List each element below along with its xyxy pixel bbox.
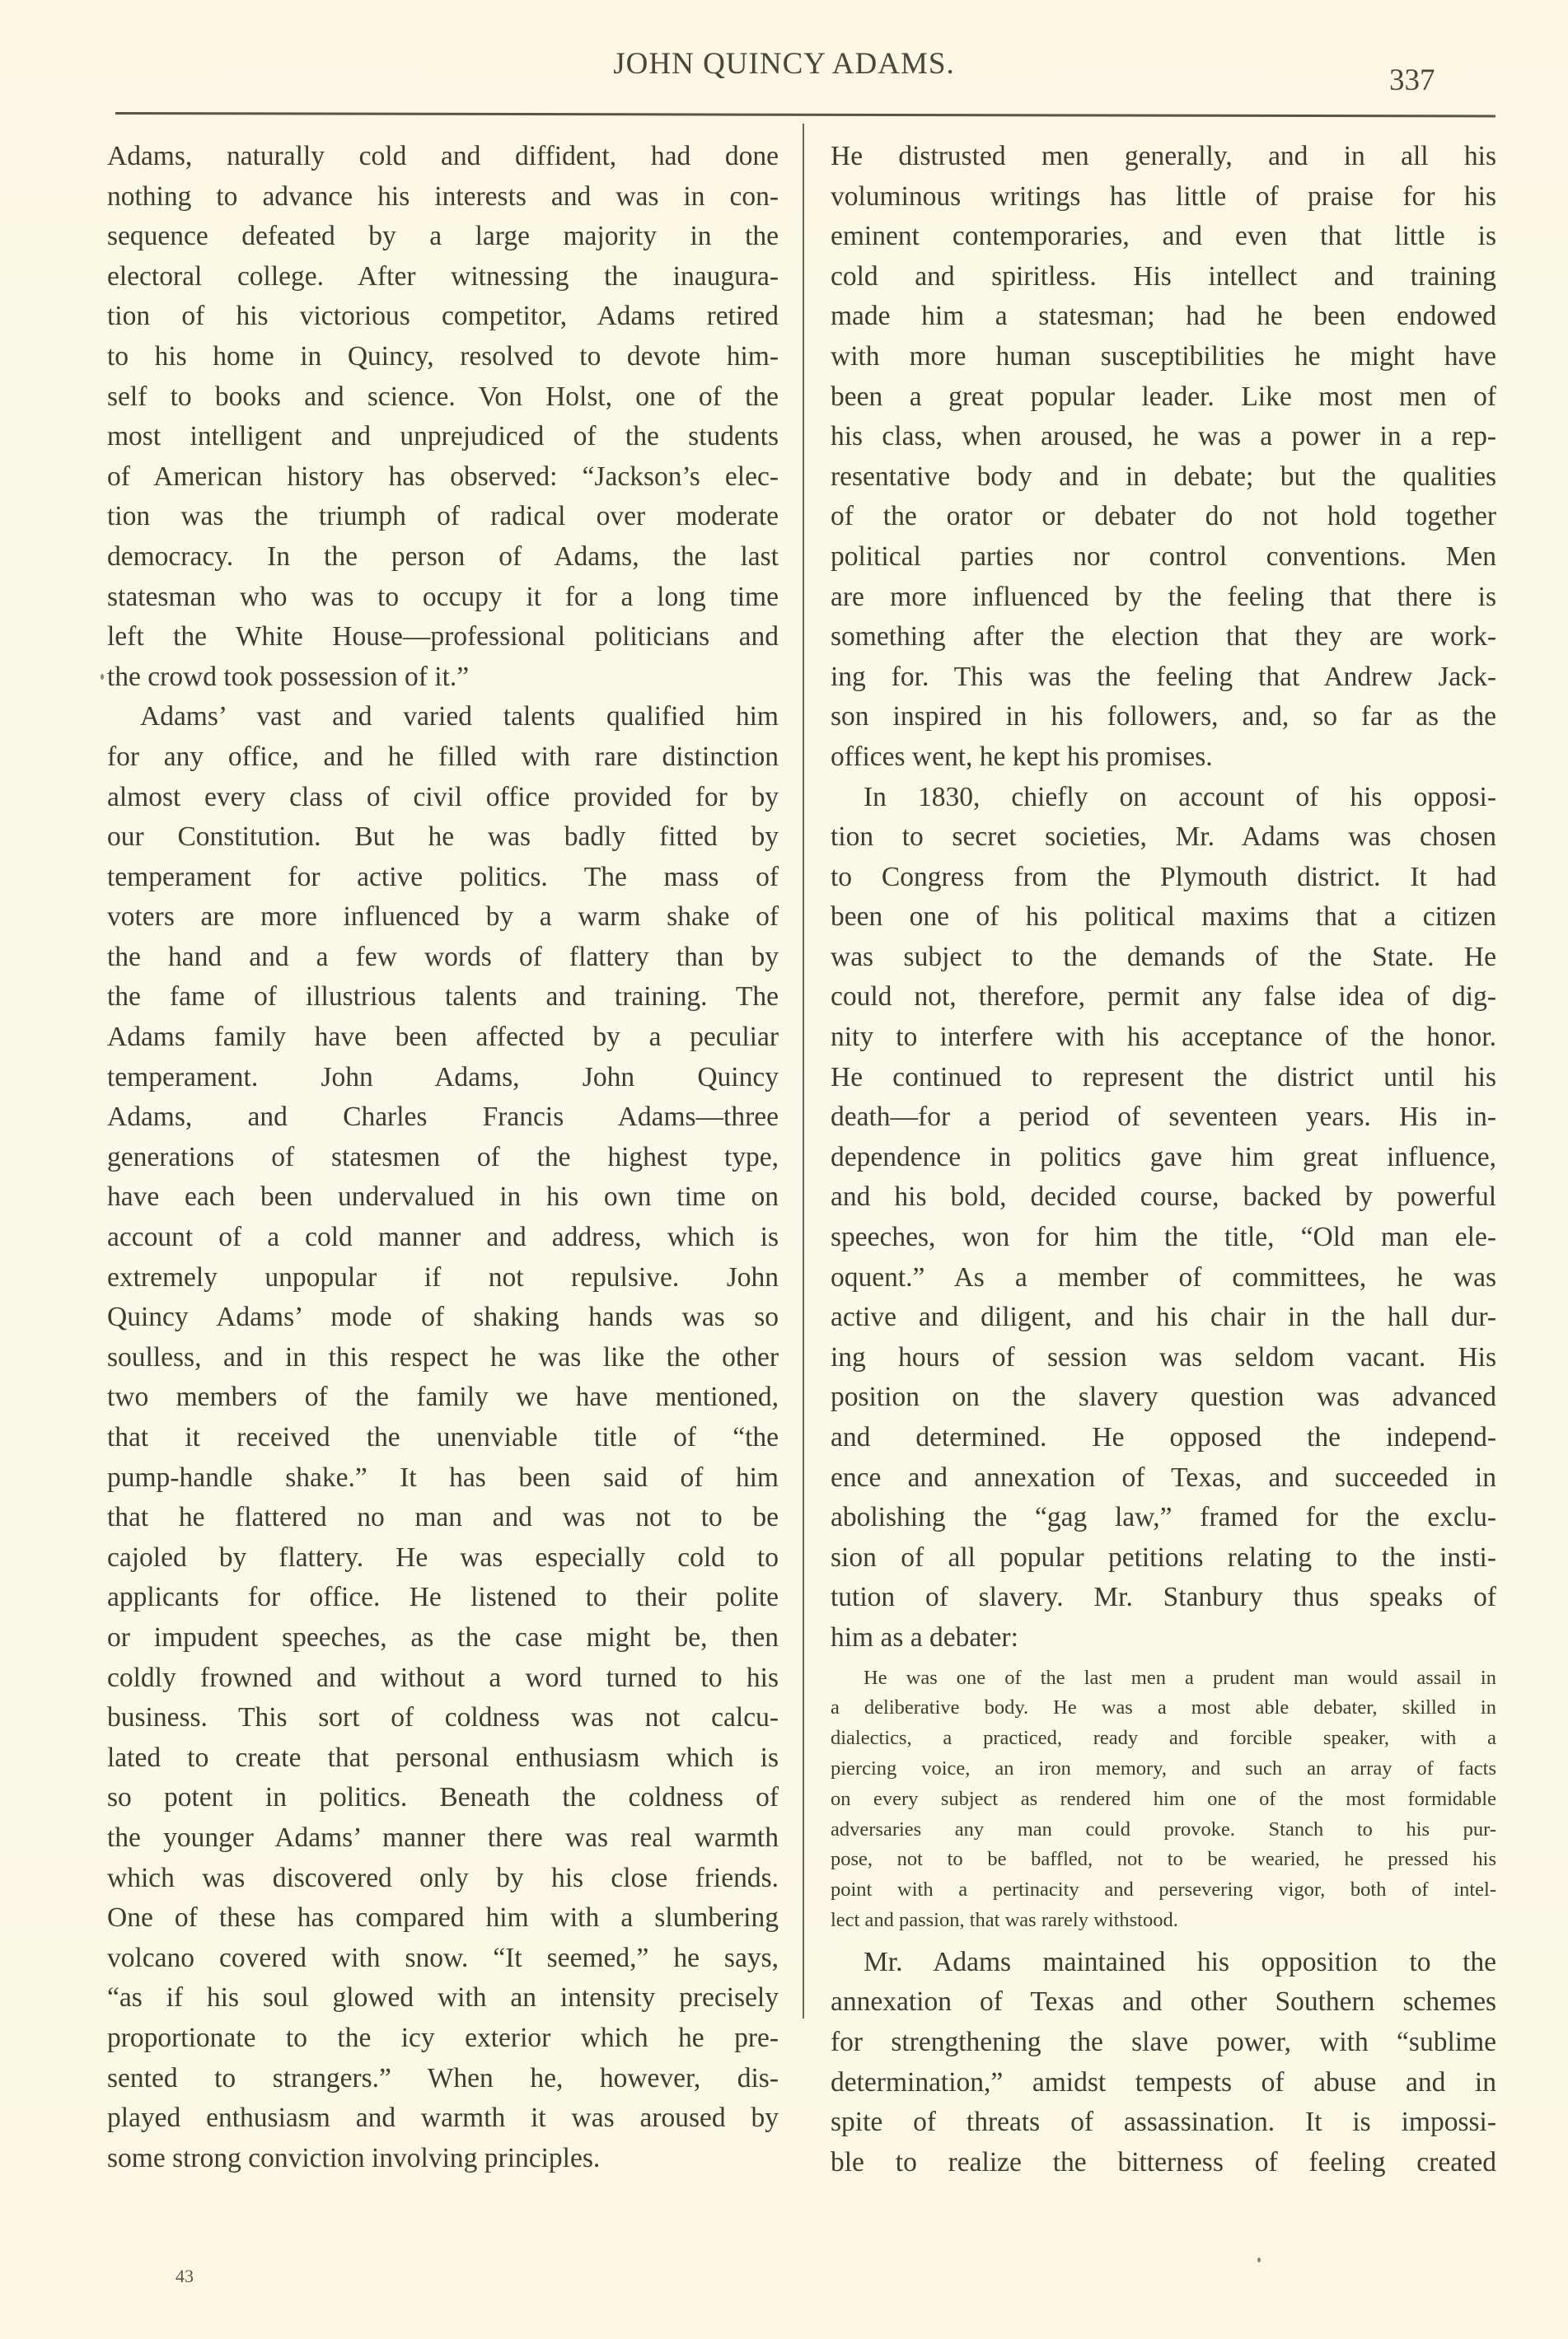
text-line: temperament. John Adams, John Quincy bbox=[107, 1061, 779, 1092]
text-line: annexation of Texas and other Southern schemes bbox=[831, 1986, 1496, 2018]
text-line: ence and annexation of Texas, and succeeded in bbox=[831, 1462, 1496, 1493]
text-line: sion of all popular petitions relating to the insti- bbox=[831, 1541, 1496, 1573]
right-column bbox=[831, 137, 1496, 2182]
text-line: One of these has compared him with a slumbering bbox=[107, 1902, 779, 1934]
text-line: tion was the triumph of radical over moderate bbox=[107, 501, 779, 532]
quote-line: point with a pertinacity and persevering vigor, both of intel- bbox=[831, 1878, 1496, 1902]
signature-mark: 43 bbox=[176, 2266, 194, 2286]
text-line: that it received the unenviable title of “the bbox=[107, 1422, 779, 1453]
text-line: Adams, naturally cold and diffident, had done bbox=[107, 141, 779, 171]
text-line: our Constitution. But he was badly fitted by bbox=[107, 821, 779, 853]
text-line: so potent in politics. Beneath the coldness of bbox=[107, 1782, 779, 1813]
quote-line: adversaries any man could provoke. Stanch to his pur- bbox=[831, 1817, 1496, 1841]
text-line: of American history has observed: “Jackson’s elec- bbox=[107, 461, 779, 492]
text-line: active and diligent, and his chair in the hall dur- bbox=[831, 1302, 1496, 1333]
text-line: son inspired in his followers, and, so far as the bbox=[831, 701, 1496, 732]
text-line: played enthusiasm and warmth it was aroused by bbox=[107, 2103, 779, 2134]
text-line: death—for a period of seventeen years. His in- bbox=[831, 1102, 1496, 1133]
quote-line: piercing voice, an iron memory, and such an array of facts bbox=[831, 1757, 1496, 1780]
text-line: proportionate to the icy exterior which he pre- bbox=[107, 2022, 779, 2053]
text-line: his class, when aroused, he was a power in a rep- bbox=[831, 421, 1496, 452]
text-line: tion to secret societies, Mr. Adams was chosen bbox=[831, 821, 1496, 853]
text-line: position on the slavery question was advanced bbox=[831, 1382, 1496, 1413]
right-column-body bbox=[831, 137, 1496, 1658]
text-line: He continued to represent the district until his bbox=[831, 1061, 1496, 1092]
block-quote-stanbury bbox=[831, 1663, 1496, 1936]
text-line: for strengthening the slave power, with “sublime bbox=[831, 2026, 1496, 2057]
text-line: to his home in Quincy, resolved to devote him- bbox=[107, 340, 779, 372]
text-line: something after the election that they are work- bbox=[831, 621, 1496, 653]
text-line: sented to strangers.” When he, however, dis- bbox=[107, 2062, 779, 2093]
text-line: him as a debater: bbox=[831, 1621, 1018, 1653]
text-line: most intelligent and unprejudiced of the students bbox=[107, 421, 779, 452]
text-line: the hand and a few words of flattery than by bbox=[107, 941, 779, 972]
text-line: the crowd took possession of it.” bbox=[107, 661, 470, 692]
text-line: pump-handle shake.” It has been said of him bbox=[107, 1462, 779, 1493]
text-line: self to books and science. Von Holst, one of the bbox=[107, 381, 779, 412]
text-line: coldly frowned and without a word turned to his bbox=[107, 1662, 779, 1693]
text-line: with more human susceptibilities he might have bbox=[831, 340, 1496, 372]
text-line: made him a statesman; had he been endowed bbox=[831, 301, 1496, 332]
quote-line: He was one of the last men a prudent man would assail in bbox=[864, 1666, 1496, 1689]
text-line: and his bold, decided course, backed by powerful bbox=[831, 1181, 1496, 1213]
text-line: been one of his political maxims that a citizen bbox=[831, 901, 1496, 933]
text-line: sequence defeated by a large majority in the bbox=[107, 221, 779, 252]
text-line: statesman who was to occupy it for a long time bbox=[107, 581, 779, 612]
text-line: could not, therefore, permit any false idea of dig- bbox=[831, 981, 1496, 1013]
text-line: oquent.” As a member of committees, he was bbox=[831, 1261, 1496, 1293]
text-line: which was discovered only by his close friends. bbox=[107, 1862, 779, 1893]
text-line: some strong conviction involving principles. bbox=[107, 2142, 601, 2173]
text-line: business. This sort of coldness was not calcu- bbox=[107, 1702, 779, 1733]
text-line: for any office, and he filled with rare distinction bbox=[107, 741, 779, 772]
quote-line: a deliberative body. He was a most able debater, skilled in bbox=[831, 1696, 1496, 1719]
text-line: almost every class of civil office provided for by bbox=[107, 781, 779, 812]
text-line: He distrusted men generally, and in all his bbox=[831, 141, 1496, 171]
text-line: was subject to the demands of the State. He bbox=[831, 941, 1496, 972]
text-line: electoral college. After witnessing the inaugura- bbox=[107, 260, 779, 292]
running-head-title: JOHN QUINCY ADAMS. bbox=[613, 47, 955, 81]
text-line: “as if his soul glowed with an intensity precisely bbox=[107, 1982, 779, 2014]
paper-speck bbox=[1257, 2257, 1261, 2262]
text-line: resentative body and in debate; but the qualities bbox=[831, 461, 1496, 492]
text-line: or impudent speeches, as the case might be, then bbox=[107, 1621, 779, 1653]
text-line: lated to create that personal enthusiasm which is bbox=[107, 1742, 779, 1773]
text-line: to Congress from the Plymouth district. It had bbox=[831, 861, 1496, 892]
quote-line: pose, not to be baffled, not to be wearied, he pressed his bbox=[831, 1848, 1496, 1871]
text-line: ble to realize the bitterness of feeling created bbox=[831, 2146, 1496, 2178]
text-line: and determined. He opposed the independ- bbox=[831, 1422, 1496, 1453]
left-column bbox=[107, 137, 779, 2178]
text-line: temperament for active politics. The mass of bbox=[107, 861, 779, 892]
text-line: generations of statesmen of the highest type, bbox=[107, 1141, 779, 1172]
paper-speck bbox=[101, 674, 104, 680]
text-line: Adams family have been affected by a peculiar bbox=[107, 1022, 779, 1053]
text-line: ing hours of session was seldom vacant. His bbox=[831, 1341, 1496, 1373]
text-line: eminent contemporaries, and even that little is bbox=[831, 221, 1496, 252]
page-number: 337 bbox=[1389, 63, 1435, 97]
text-line: left the White House—professional politicians and bbox=[107, 621, 779, 653]
text-line: the younger Adams’ manner there was real warmth bbox=[107, 1822, 779, 1853]
header-rule bbox=[115, 112, 1495, 118]
text-line: soulless, and in this respect he was like the other bbox=[107, 1341, 779, 1373]
text-line: democracy. In the person of Adams, the last bbox=[107, 540, 779, 572]
text-line: determination,” amidst tempests of abuse and in bbox=[831, 2066, 1496, 2098]
text-line: the fame of illustrious talents and training. The bbox=[107, 981, 779, 1013]
text-line: In 1830, chiefly on account of his opposi- bbox=[864, 781, 1496, 812]
text-line: of the orator or debater do not hold together bbox=[831, 501, 1496, 532]
text-line: voters are more influenced by a warm shake of bbox=[107, 901, 779, 933]
text-line: are more influenced by the feeling that there is bbox=[831, 581, 1496, 612]
column-divider bbox=[803, 124, 804, 2019]
text-line: Adams’ vast and varied talents qualified him bbox=[140, 701, 779, 732]
text-line: speeches, won for him the title, “Old man ele- bbox=[831, 1222, 1496, 1253]
text-line: cold and spiritless. His intellect and training bbox=[831, 260, 1496, 292]
text-line: applicants for office. He listened to their polite bbox=[107, 1582, 779, 1613]
quote-line: lect and passion, that was rarely withstood. bbox=[831, 1908, 1178, 1931]
right-column-continuation bbox=[831, 1943, 1496, 2183]
text-line: cajoled by flattery. He was especially cold to bbox=[107, 1541, 779, 1573]
text-line: nothing to advance his interests and was in con- bbox=[107, 180, 779, 212]
text-line: two members of the family we have mentioned, bbox=[107, 1382, 779, 1413]
text-line: voluminous writings has little of praise for his bbox=[831, 180, 1496, 212]
text-line: account of a cold manner and address, which is bbox=[107, 1222, 779, 1253]
text-line: extremely unpopular if not repulsive. John bbox=[107, 1261, 779, 1293]
text-line: volcano covered with snow. “It seemed,” he says, bbox=[107, 1942, 779, 1973]
text-line: that he flattered no man and was not to be bbox=[107, 1502, 779, 1533]
text-line: Mr. Adams maintained his opposition to the bbox=[864, 1946, 1496, 1977]
text-line: Adams, and Charles Francis Adams—three bbox=[107, 1102, 779, 1133]
text-line: tution of slavery. Mr. Stanbury thus speaks of bbox=[831, 1582, 1496, 1613]
text-line: Quincy Adams’ mode of shaking hands was so bbox=[107, 1302, 779, 1333]
quote-line: on every subject as rendered him one of the most formidable bbox=[831, 1787, 1496, 1810]
text-line: abolishing the “gag law,” framed for the exclu- bbox=[831, 1502, 1496, 1533]
text-line: political parties nor control conventions. Men bbox=[831, 540, 1496, 572]
text-line: ing for. This was the feeling that Andrew Jack- bbox=[831, 661, 1496, 692]
text-line: dependence in politics gave him great influence, bbox=[831, 1141, 1496, 1172]
text-line: have each been undervalued in his own time on bbox=[107, 1181, 779, 1213]
text-line: offices went, he kept his promises. bbox=[831, 741, 1213, 772]
quote-line: dialectics, a practiced, ready and forcible speaker, with a bbox=[831, 1727, 1496, 1750]
text-line: been a great popular leader. Like most men of bbox=[831, 381, 1496, 412]
text-line: spite of threats of assassination. It is impossi- bbox=[831, 2107, 1496, 2138]
text-line: tion of his victorious competitor, Adams retired bbox=[107, 301, 779, 332]
text-line: nity to interfere with his acceptance of the honor. bbox=[831, 1022, 1496, 1053]
